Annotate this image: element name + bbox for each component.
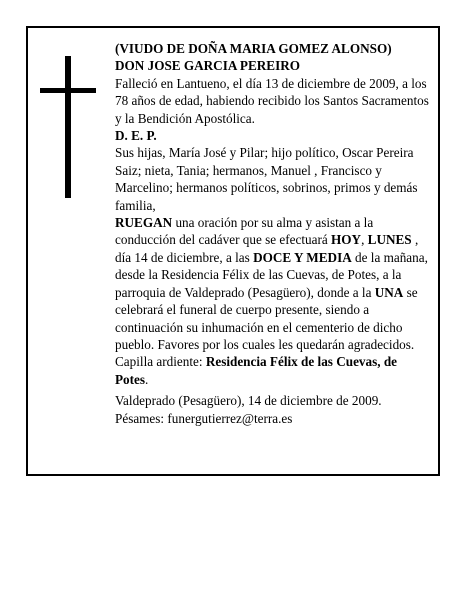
chapel-end: . [145,371,149,387]
condolences-email: Pésames: funergutierrez@terra.es [115,410,293,426]
funeral-time: DOCE Y MEDIA [253,249,352,265]
request-part-4: se celebrará el funeral de cuerpo presente, siendo a continuación su inhumación en el cementerio de dicho pueblo. Favores por los cuales les quedarán agradecidos. [115,284,418,352]
request-part-3: de la mañana, desde la Residencia Félix de las Cuevas, de Potes, a la parroquia de Valdeprado (Pesagüero), donde a la [115,249,428,300]
lunes-word: LUNES [367,232,412,248]
dep-line: D. E. P. [115,128,157,144]
chapel-label: Capilla ardiente: [115,354,206,370]
death-info: Falleció en Lantueno, el día 13 de diciembre de 2009, a los 78 años de edad, habiendo recibido los Santos Sacramentos y la Bendición Apostólica. [115,75,429,126]
deceased-name: DON JOSE GARCIA PEREIRO [115,58,301,74]
request-part-2: , día 14 de diciembre, a las [115,232,419,265]
latin-cross-icon [40,56,96,198]
hoy-word: HOY [331,232,362,248]
obituary-card [26,26,440,476]
cross-vertical-bar [65,56,71,198]
family-list: Sus hijas, María José y Pilar; hijo político, Oscar Pereira Saiz; nieta, Tania; hermanos, Manuel , Francisco y Marcelino; hermanos políticos, sobrinos, primos y demás familia, [115,145,418,213]
funeral-request [115,214,429,353]
widow-line: (VIUDO DE DOÑA MARIA GOMEZ ALONSO) [115,41,392,56]
chapel-place: Residencia Félix de las Cuevas, de Potes [115,354,398,387]
chapel-line [115,353,429,388]
ruegan-word: RUEGAN [115,215,173,231]
request-part-1: una oración por su alma y asistan a la conducción del cadáver que se efectuará [115,215,374,248]
cross-horizontal-bar [40,88,96,93]
una-word: UNA [374,284,404,300]
obituary-text [115,40,429,427]
place-date: Valdeprado (Pesagüero), 14 de diciembre de 2009. [115,393,382,409]
request-comma: , [361,232,368,248]
